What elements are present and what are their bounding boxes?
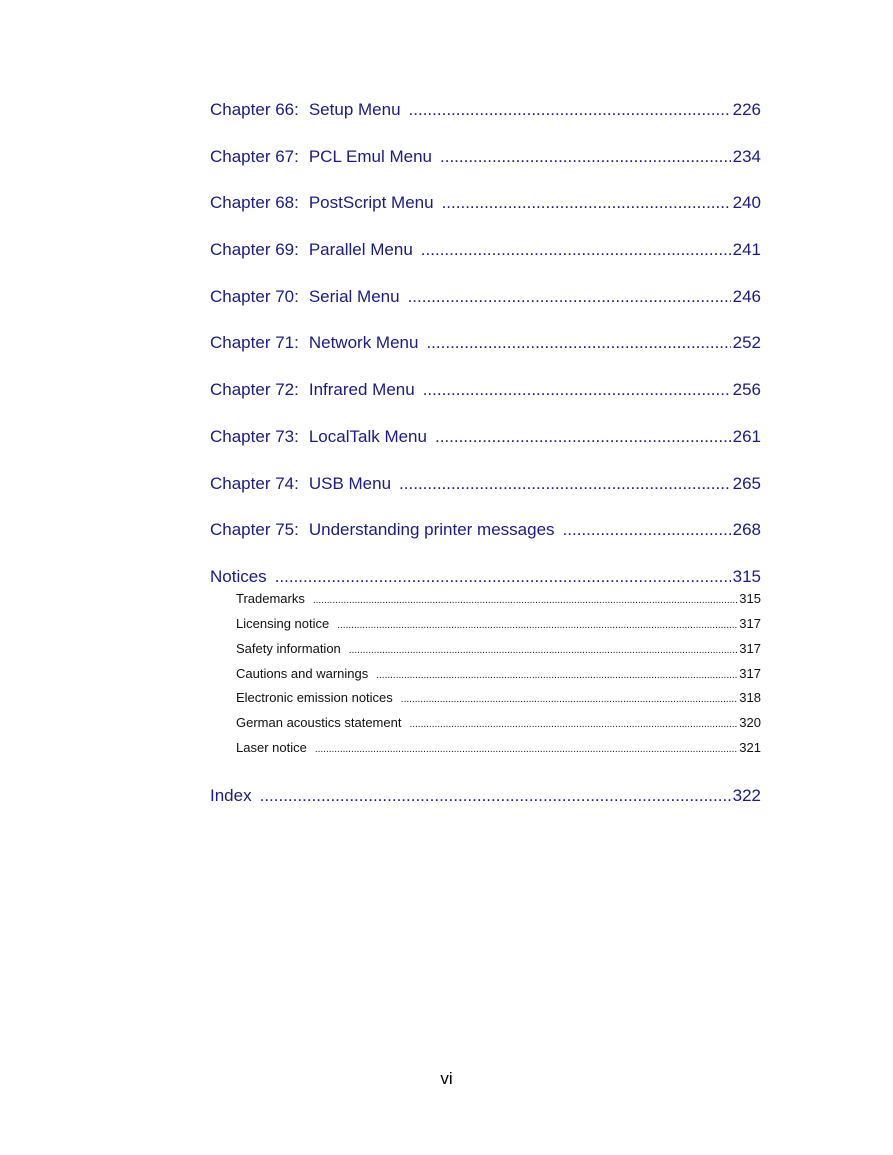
chapter-number: Chapter 72: [210, 380, 299, 400]
toc-chapter-73[interactable] [210, 424, 761, 471]
page-number: 252 [732, 333, 761, 353]
toc-german-acoustics-statement[interactable] [210, 715, 761, 740]
chapter-number: Chapter 71: [210, 333, 299, 353]
page-number: 315 [732, 566, 761, 586]
page-number: 234 [732, 146, 761, 166]
toc-chapter-70[interactable] [210, 284, 761, 331]
page-number: 315 [739, 590, 761, 606]
toc-notices[interactable] [210, 564, 761, 591]
dot-leader [563, 517, 731, 543]
spacer [210, 765, 761, 783]
chapter-title: Parallel Menu [308, 240, 413, 260]
toc-chapter-75[interactable] [210, 517, 761, 564]
toc-chapter-71[interactable] [210, 330, 761, 377]
page-number: 268 [732, 520, 761, 540]
toc-chapter-67[interactable] [210, 144, 761, 191]
dot-leader [275, 564, 731, 590]
page-number: 240 [732, 193, 761, 213]
dot-leader [349, 643, 738, 659]
page-number: 317 [739, 615, 761, 631]
page-number: 317 [739, 640, 761, 656]
page-number: 317 [739, 665, 761, 681]
chapter-title: Infrared Menu [308, 380, 415, 400]
subsection-title: Safety information [236, 640, 341, 656]
toc-trademarks[interactable] [210, 591, 761, 616]
chapter-number: Chapter 69: [210, 240, 299, 260]
chapter-number: Chapter 66: [210, 100, 299, 119]
toc-cautions-and-warnings[interactable] [210, 666, 761, 691]
chapter-title: Understanding printer messages [308, 520, 555, 540]
dot-leader [435, 424, 731, 450]
dot-leader [376, 668, 737, 684]
page-number: 241 [732, 240, 761, 260]
section-title: Index [210, 786, 252, 806]
subsection-title: Laser notice [236, 740, 307, 756]
section-title: Notices [210, 566, 267, 586]
chapter-number: Chapter 68: [210, 193, 299, 213]
toc-safety-information[interactable] [210, 641, 761, 666]
page-number: 322 [732, 786, 761, 806]
toc-chapter-69[interactable] [210, 237, 761, 284]
dot-leader [442, 190, 731, 216]
page-number: 246 [732, 286, 761, 306]
dot-leader [401, 692, 738, 708]
chapter-number: Chapter 67: [210, 146, 299, 166]
dot-leader [440, 144, 731, 170]
dot-leader [421, 237, 731, 263]
chapter-number: Chapter 70: [210, 286, 299, 306]
toc-chapter-74[interactable] [210, 471, 761, 518]
dot-leader [337, 618, 737, 634]
chapter-title: USB Menu [308, 473, 392, 493]
toc-chapter-72[interactable] [210, 377, 761, 424]
dot-leader [315, 742, 737, 758]
dot-leader [409, 717, 737, 733]
toc-chapter-68[interactable] [210, 190, 761, 237]
toc-chapter-66[interactable] [210, 97, 761, 144]
dot-leader [408, 284, 731, 310]
table-of-contents [210, 97, 761, 830]
page-number: 226 [732, 100, 761, 119]
chapter-title: PCL Emul Menu [308, 146, 432, 166]
chapter-number: Chapter 73: [210, 426, 299, 446]
dot-leader [399, 471, 731, 497]
toc-index[interactable] [210, 783, 761, 830]
page-number: 320 [739, 715, 761, 731]
chapter-number: Chapter 75: [210, 520, 299, 540]
chapter-title: LocalTalk Menu [308, 426, 427, 446]
subsection-title: Cautions and warnings [236, 665, 369, 681]
subsection-title: Electronic emission notices [236, 690, 393, 706]
dot-leader [260, 783, 731, 809]
dot-leader [313, 593, 737, 609]
dot-leader [426, 330, 730, 356]
page-number: 256 [732, 380, 761, 400]
chapter-title: Serial Menu [308, 286, 400, 306]
toc-licensing-notice[interactable] [210, 616, 761, 641]
page-number: 261 [732, 426, 761, 446]
page-footer-number: vi [440, 1069, 453, 1088]
chapter-title: PostScript Menu [308, 193, 434, 213]
toc-electronic-emission-notices[interactable] [210, 690, 761, 715]
chapter-title: Network Menu [308, 333, 419, 353]
dot-leader [423, 377, 731, 403]
toc-laser-notice[interactable] [210, 740, 761, 765]
subsection-title: Licensing notice [236, 615, 330, 631]
page-number: 321 [739, 740, 761, 756]
chapter-title: Setup Menu [308, 100, 401, 119]
subsection-title: German acoustics statement [236, 715, 402, 731]
chapter-number: Chapter 74: [210, 473, 299, 493]
page-number: 318 [739, 690, 761, 706]
dot-leader [409, 97, 731, 123]
page-number: 265 [732, 473, 761, 493]
subsection-title: Trademarks [236, 590, 305, 606]
